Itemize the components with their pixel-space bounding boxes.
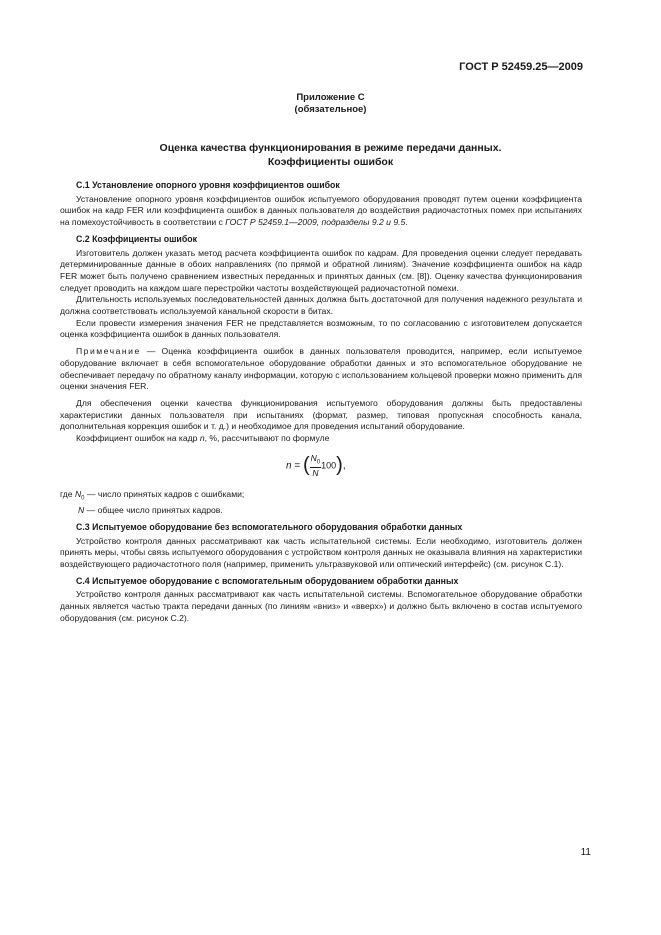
legend-desc-2: — общее число принятых кадров. [84, 505, 223, 516]
document-code: ГОСТ Р 52459.25—2009 [459, 61, 583, 73]
formula-comma: , [342, 460, 346, 472]
formula-fraction [310, 453, 321, 479]
c1-reference: ГОСТ Р 52459.1—2009, подразделы 9.2 и 9.5 [225, 217, 406, 228]
section-c2-paragraph-2: Длительность используемых последовательностей данных должна быть достаточной для получения надежного результата и должна соответствовать используемой канальной скорости в битах. [60, 294, 582, 317]
legend-desc-1: — число принятых кадров с ошибками; [84, 488, 245, 499]
formula-factor: 100 [321, 460, 337, 471]
p5-variable: n [199, 433, 205, 444]
section-c1-paragraph [60, 194, 582, 229]
fraction-numerator: $N_0$ [310, 453, 321, 469]
page-number: 11 [580, 847, 591, 858]
formula-legend [60, 489, 582, 517]
p5-text-b: , %, рассчитывают по формуле [204, 433, 330, 444]
section-heading-c1: С.1 Установление опорного уровня коэффициентов ошибок [76, 180, 340, 190]
note-paragraph [60, 346, 582, 393]
section-c2-paragraph-1: Изготовитель должен указать метод расчета коэффициента ошибок по кадрам. Для проведения оценки следует передавать детерминированные данные в обоих направлениях (по прямой и обратной линиям). Значение коэффициента ошибок на кадр FER может быть получено сравнением известных переданных и принятых данных (см. [8]). Оценку качества функционирования следует проводить на каждом шаге перестройки частоты воздействующей радиочастотной помехи. [60, 247, 582, 293]
section-heading-c3: С.3 Испытуемое оборудование без вспомогательного оборудования обработки данных [76, 521, 463, 532]
section-c2-paragraph-4: Для обеспечения оценки качества функционирования испытуемого оборудования должны быть предоставлены характеристики данных пользователя при испытаниях (формат, размер, типовая пропускная способность канала, дополнительная коррекция ошибок и т. д.) и необходимое для проведения испытаний оборудование. [60, 397, 582, 432]
section-heading-c2: С.2 Коэффициенты ошибок [76, 233, 198, 244]
section-c4-paragraph: Устройство контроля данных рассматривают как часть испытательной системы. Вспомогательное оборудование обработки данных является частью тракта передачи данных (по линиям «вниз» и «вверх») и должно быть включено в состав испытуемого оборудования (см. рисунок С.2). [60, 589, 582, 623]
legend-row-2 [60, 505, 582, 517]
formula [60, 445, 582, 489]
close-paren: ) [336, 453, 343, 476]
p5-text-a: Коэффициент ошибок на кадр [76, 433, 200, 444]
document-body [60, 180, 582, 625]
section-c2-paragraph-5 [60, 433, 582, 445]
formula-expression [286, 453, 346, 479]
title-line-1: Оценка качества функционирования в режиме передачи данных. [159, 142, 502, 154]
legend-row-1: где $N_0$ — число принятых кадров с ошибками; [60, 488, 245, 502]
appendix-label: Приложение С [296, 92, 365, 103]
section-c2-paragraph-3: Если провести измерения значения FER не представляется возможным, то по согласованию с изготовителем допускается оценка коэффициента ошибок в данных пользователя. [60, 317, 582, 340]
section-heading-c4: С.4 Испытуемое оборудование с вспомогательным оборудованием обработки данных [76, 575, 459, 586]
legend-var-1: N [74, 488, 82, 499]
page-title [0, 141, 661, 169]
c1-text: Установление опорного уровня коэффициентов ошибок испытуемого оборудования проводят путем оценки коэффициента ошибок на кадр FER или коэффициента ошибок в данных пользователя до воздействия радиочастотных помех при испытаниях на помехоустойчивость в соответствии с [60, 193, 582, 228]
note-text: — Оценка коэффициента ошибок в данных пользователя проводится, например, если испытуемое оборудование включает в себя вспомогательное оборудование обработки данных и это вспомогательное оборудование не обеспечивает передачу по обратному каналу информации, которую с использованием кольцевой проверки можно применить для оценки значения FER. [60, 346, 582, 392]
title-line-2: Коэффициенты ошибок [267, 156, 394, 168]
open-paren: ( [302, 453, 310, 476]
formula-lhs: n [286, 460, 292, 472]
c1-end: . [405, 217, 408, 228]
note-label: Примечание [76, 346, 141, 357]
legend-var-2: N [78, 505, 85, 516]
fraction-denominator: N [312, 468, 319, 479]
section-c3-paragraph: Устройство контроля данных рассматривают как часть испытательной системы. Если необходимо, изготовитель должен принять меры, чтобы связь испытуемого оборудования с устройством контроля данных не оказывала влияния на характеристики воздействующего радиочастотного поля (например, применить ультразвуковой или оптический интерфейс) (см. рисунок С.1). [60, 535, 582, 569]
appendix-block [0, 92, 661, 116]
formula-equals: = [291, 460, 303, 472]
appendix-status: (обязательное) [294, 104, 367, 115]
